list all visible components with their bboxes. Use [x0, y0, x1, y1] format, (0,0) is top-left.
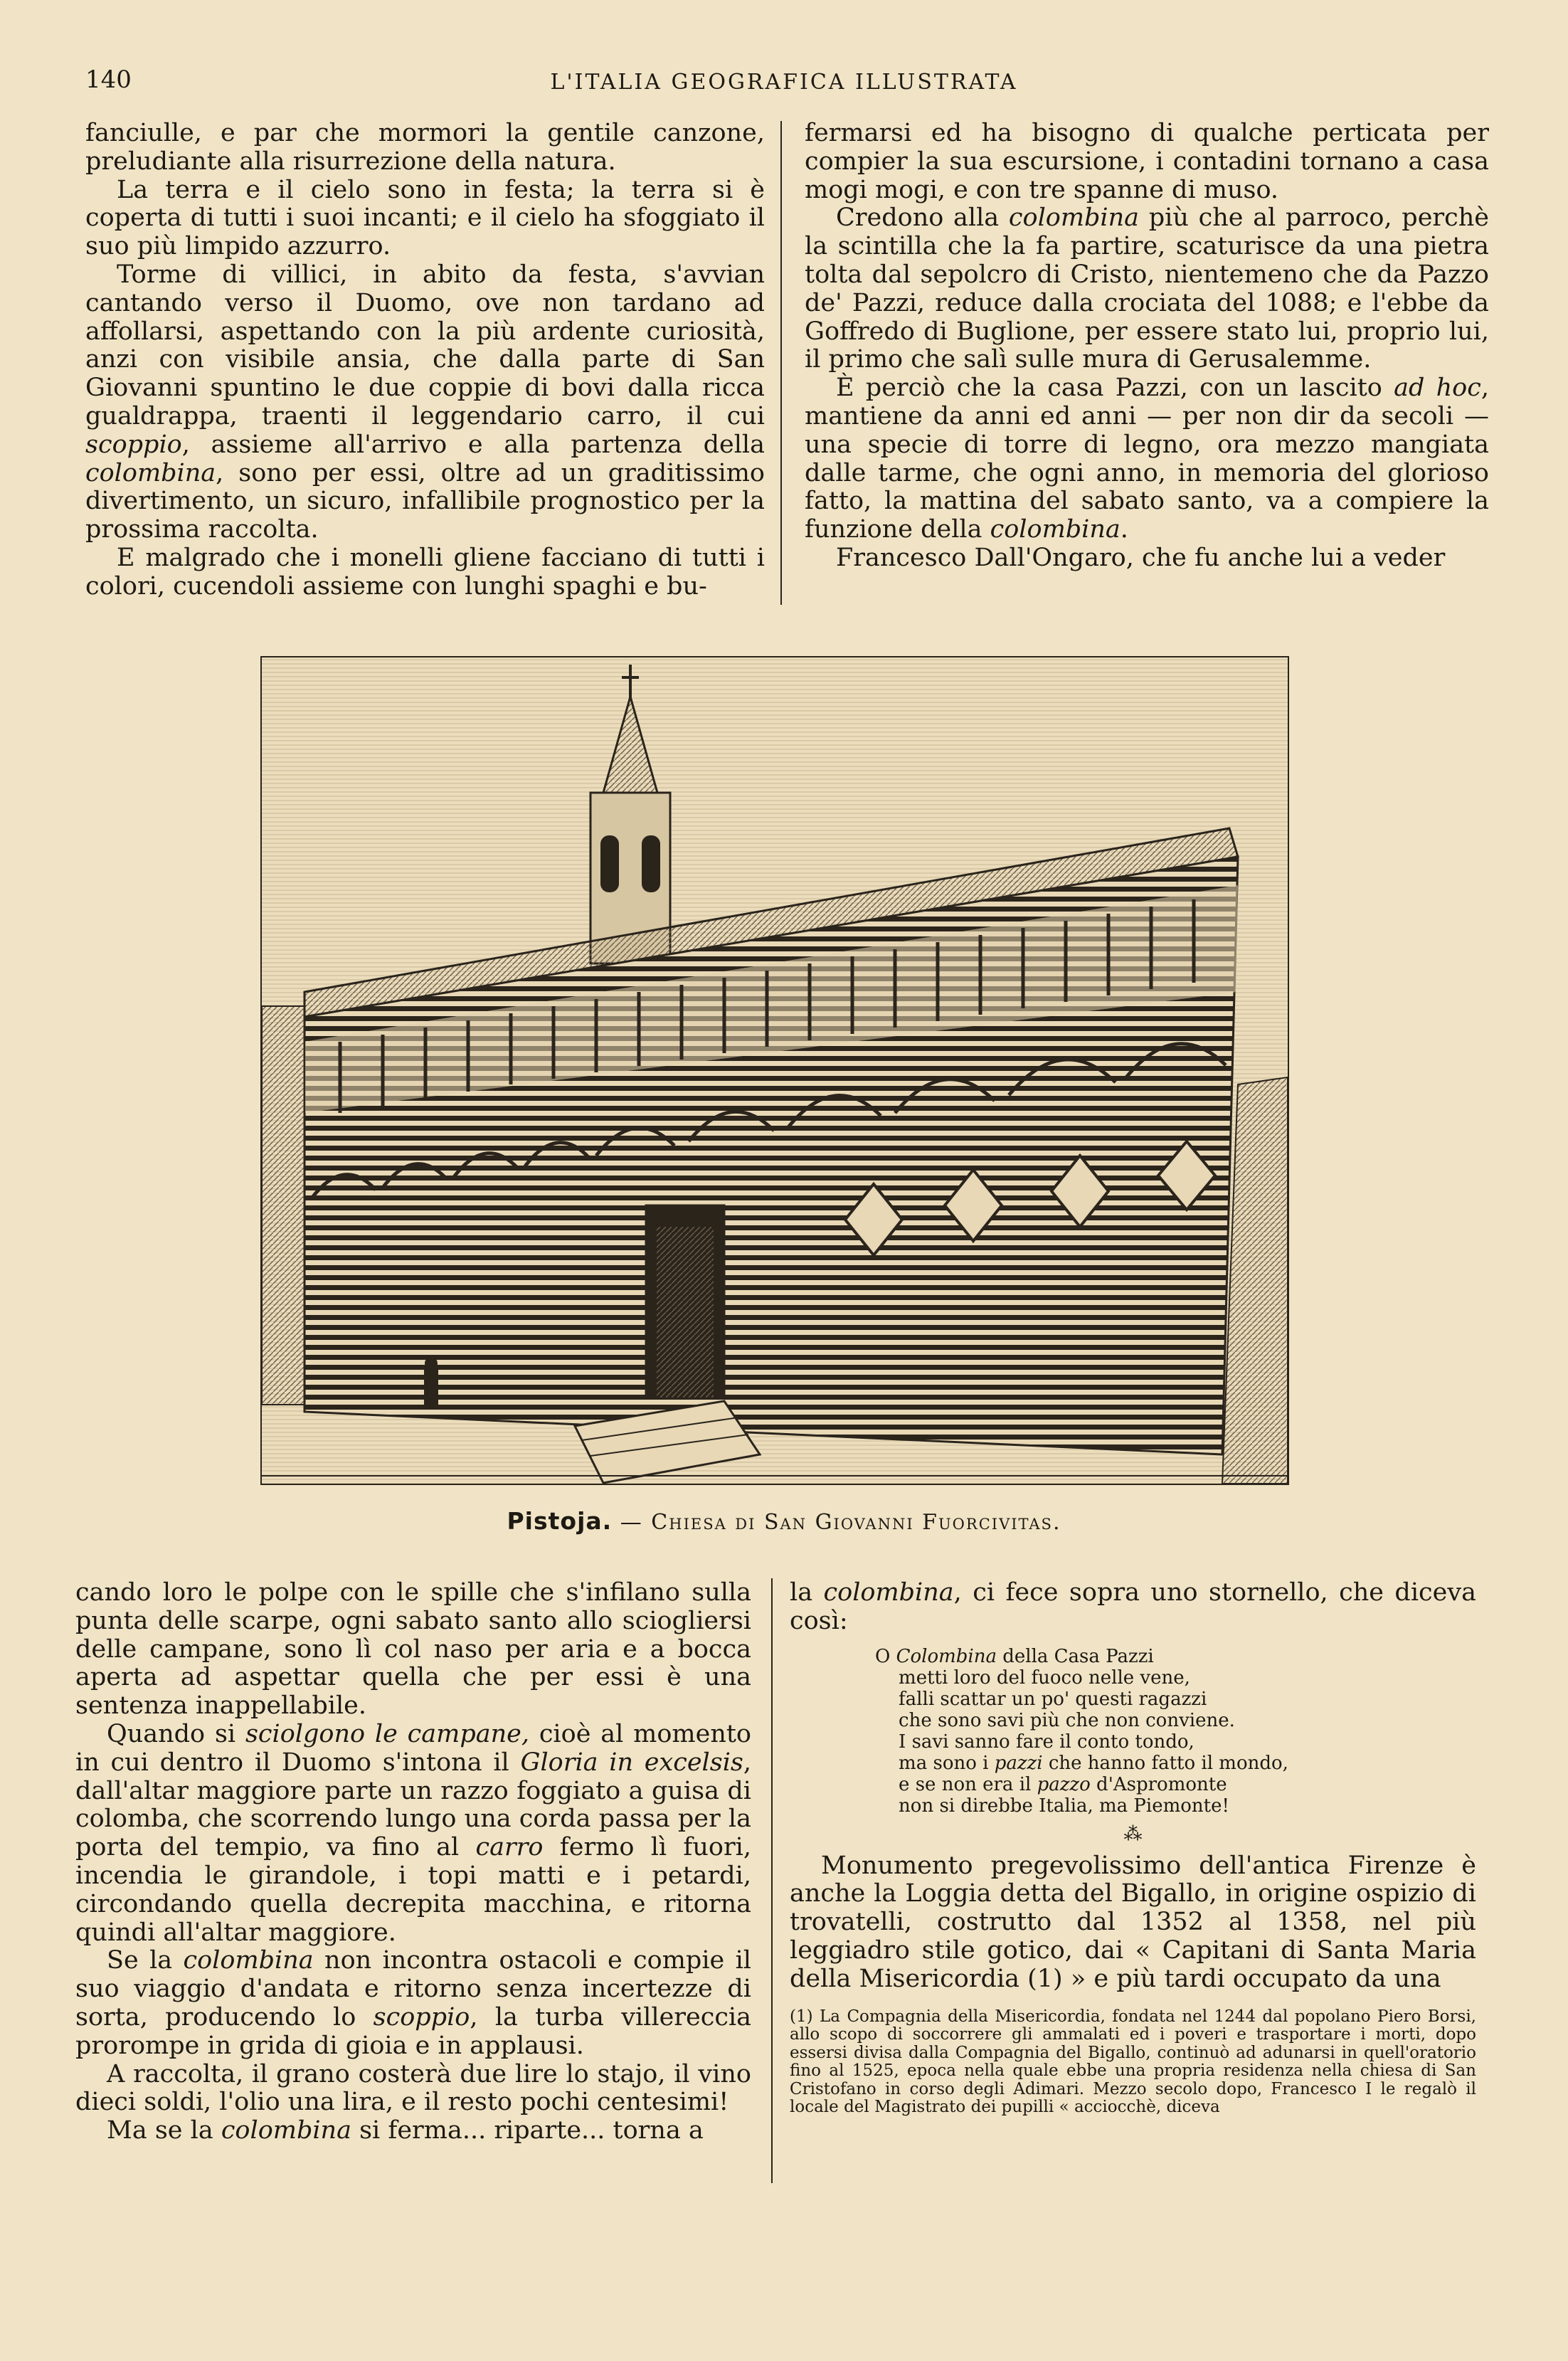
text-run: Quando si	[107, 1719, 245, 1748]
italic-text: scoppio	[373, 2002, 470, 2032]
text-run: , mantiene da anni ed anni — per non dir da secoli — una specie di torre di legno, ora mezzo mangiata dalle tarme, che ogni anno, in memoria del glorioso fatto, la mattina del sabato santo, va a compiere la funzione della	[805, 374, 1489, 544]
figure-caption	[0, 1507, 1568, 1535]
text-run: La terra e il cielo sono in festa; la terra si è coperta di tutti i suoi incanti; e il cielo ha sfoggiato il suo più limpido azzurro.	[85, 175, 765, 261]
italic-text: carro	[475, 1833, 544, 1862]
caption-place: Pistoja.	[507, 1507, 613, 1535]
text-run: metti loro del fuoco nelle vene,	[875, 1667, 1190, 1689]
text-run: O	[875, 1645, 896, 1667]
text-run: Credono alla	[836, 204, 1009, 233]
bigallo-paragraph	[790, 1852, 1476, 1994]
italic-text: colombina	[990, 515, 1121, 544]
paragraph	[75, 1947, 751, 2060]
text-run: Torme di villici, in abito da festa, s'avvian cantando verso il Duomo, ove non tardano ad affollarsi, aspettando con la più ardente curiosità, anzi con visibile ansia, che dalla parte di San Giovanni spuntino le due coppie di bovi dalla ricca gualdrappa, traenti il leggendario carro, il cui	[85, 260, 765, 431]
paragraph	[85, 544, 765, 601]
text-run: e se non era il	[875, 1773, 1037, 1795]
text-run: Monumento pregevolissimo dell'antica Firenze è anche la Loggia detta del Bigallo, in origine ospizio di trovatelli, costrutto dal 1352 al 1358, nel più leggiadro stile gotico, dai « Capitani di Santa Maria della Misericordia (1) » e più tardi occupato da una	[790, 1851, 1476, 1993]
text-run: falli scattar un po' questi ragazzi	[875, 1688, 1207, 1710]
top-left-column	[85, 120, 765, 601]
church-engraving	[262, 657, 1288, 1484]
bottom-right-column	[790, 1579, 1476, 2117]
italic-text: colombina	[1008, 204, 1140, 233]
footnote: (1) La Compagnia della Misericordia, fondata nel 1244 dal popolano Piero Borsi, allo scopo di soccorrere gli ammalati ed i poveri e trasportare i morti, dopo essersi divisa dalla Compagnia del Bigallo, continuò ad adunarsi in quell'oratorio fino al 1525, epoca nella quale ebbe una propria residenza nella chiesa di San Cristofano in corso degli Adimari. Mezzo secolo dopo, Francesco I le regalò il locale del Magistrato dei pupilli « acciocchè, diceva	[790, 2007, 1476, 2117]
italic-text: colombina	[183, 1946, 314, 1975]
italic-text: sciolgono le campane,	[245, 1719, 529, 1748]
text-run: Francesco Dall'Ongaro, che fu anche lui a veder	[836, 543, 1446, 572]
paragraph	[75, 2061, 751, 2118]
paragraph	[790, 1852, 1476, 1994]
italic-text: scoppio	[85, 430, 182, 459]
text-run: cando loro le polpe con le spille che s'infilano sulla punta delle scarpe, ogni sabato santo allo sciogliersi delle campane, sono lì col naso per aria e a bocca aperta ad aspettar quella che per essi è una sentenza inappellabile.	[75, 1578, 751, 1721]
top-right-column	[805, 120, 1489, 573]
paragraph	[805, 374, 1489, 544]
text-run: non si direbbe Italia, ma Piemonte!	[875, 1795, 1229, 1817]
poem-line	[875, 1774, 1476, 1795]
text-run: , assieme all'arrivo e alla partenza della	[181, 430, 765, 459]
text-run: A raccolta, il grano costerà due lire lo stajo, il vino dieci soldi, l'olio una lira, e il resto pochi centesimi!	[75, 2059, 751, 2117]
text-run: Ma se la	[107, 2116, 221, 2145]
caption-subject: Chiesa di San Giovanni Fuorcivitas.	[651, 1510, 1061, 1535]
running-title: L'ITALIA GEOGRAFICA ILLUSTRATA	[550, 70, 1018, 95]
text-run: Se la	[107, 1946, 184, 1975]
poem-line	[875, 1795, 1476, 1817]
caption-dash: —	[620, 1510, 643, 1535]
italic-text: Colombina	[896, 1645, 997, 1667]
text-run: la	[790, 1578, 824, 1607]
italic-text: pazzi	[994, 1752, 1043, 1774]
text-run: fanciulle, e par che mormori la gentile canzone, preludiante alla risurrezione della natura.	[85, 119, 765, 176]
text-run: I savi sanno fare il conto tondo,	[875, 1731, 1194, 1753]
text-run: non incontra ostacoli e compie il suo viaggio d'andata e ritorno senza incertezze di sorta, producendo lo	[75, 1946, 751, 2032]
poem-line	[875, 1667, 1476, 1689]
italic-text: colombina	[823, 1578, 954, 1607]
text-run: cioè al momento in cui dentro il Duomo s'intona il	[75, 1719, 751, 1777]
italic-text: colombina	[221, 2116, 351, 2145]
stornello-intro	[790, 1579, 1476, 1636]
text-run: che sono savi più che non conviene.	[875, 1709, 1235, 1731]
poem-line	[875, 1689, 1476, 1710]
section-separator: ⁂	[1123, 1823, 1143, 1845]
paragraph	[75, 1721, 751, 1947]
text-run: che hanno fatto il mondo,	[1042, 1752, 1288, 1774]
paragraph	[85, 176, 765, 261]
italic-text: ad hoc	[1394, 374, 1481, 403]
text-run: .	[1120, 515, 1128, 544]
paragraph	[85, 261, 765, 544]
text-run: fermarsi ed ha bisogno di qualche perticata per compier la sua escursione, i contadini tornano a casa mogi mogi, e con tre spanne di muso.	[805, 119, 1489, 204]
text-run: E malgrado che i monelli gliene facciano di tutti i colori, cucendoli assieme con lunghi spaghi e bu-	[85, 543, 765, 601]
paragraph	[75, 1579, 751, 1721]
italic-text: Gloria in excelsis	[520, 1748, 743, 1777]
running-header	[0, 65, 1568, 108]
poem-line	[875, 1731, 1476, 1753]
text-run: ma sono i	[875, 1752, 995, 1774]
bottom-column-rule	[771, 1578, 773, 2183]
poem-line	[875, 1753, 1476, 1774]
paragraph	[805, 204, 1489, 374]
text-run: , la turba villereccia prorompe in grida di gioia e in applausi.	[75, 2002, 751, 2060]
text-run: , ci fece sopra uno stornello, che diceva così:	[790, 1578, 1476, 1635]
text-run: È perciò che la casa Pazzi, con un lascito	[836, 374, 1394, 403]
page-number: 140	[85, 65, 132, 94]
text-run: fermo lì fuori, incendia le girandole, i topi matti e i petardi, circondando quella decrepita macchina, e ritorna quindi all'altar maggiore.	[75, 1833, 751, 1947]
bottom-left-column	[75, 1579, 751, 2145]
stornello-poem	[875, 1646, 1476, 1817]
paragraph	[85, 120, 765, 176]
poem-line	[875, 1710, 1476, 1731]
text-run: , dall'altar maggiore parte un razzo foggiato a guisa di colomba, che scorrendo lungo una corda passa per la porta del tempio, va fino al	[75, 1748, 751, 1862]
paragraph	[75, 2117, 751, 2145]
text-run: d'Aspromonte	[1090, 1773, 1227, 1795]
text-run: , sono per essi, oltre ad un graditissimo divertimento, un sicuro, infallibile prognostico per la prossima raccolta.	[85, 458, 765, 544]
paragraph	[805, 120, 1489, 204]
paragraph	[790, 1579, 1476, 1636]
text-run: più che al parroco, perchè la scintilla che la fa partire, scaturisce da una pietra tolta dal sepolcro di Cristo, nientemeno che da Pazzo de' Pazzi, reduce dalla crociata del 1088; e l'ebbe da Goffredo di Buglione, per essere stato lui, proprio lui, il primo che salì sulle mura di Gerusalemme.	[805, 204, 1490, 374]
text-run: si ferma... riparte... torna a	[351, 2116, 704, 2145]
top-column-rule	[780, 121, 782, 605]
church-illustration	[260, 656, 1289, 1485]
italic-text: pazzo	[1037, 1773, 1091, 1795]
poem-line	[875, 1646, 1476, 1667]
italic-text: colombina	[85, 458, 216, 487]
text-run: della Casa Pazzi	[996, 1645, 1154, 1667]
paragraph	[805, 544, 1489, 573]
